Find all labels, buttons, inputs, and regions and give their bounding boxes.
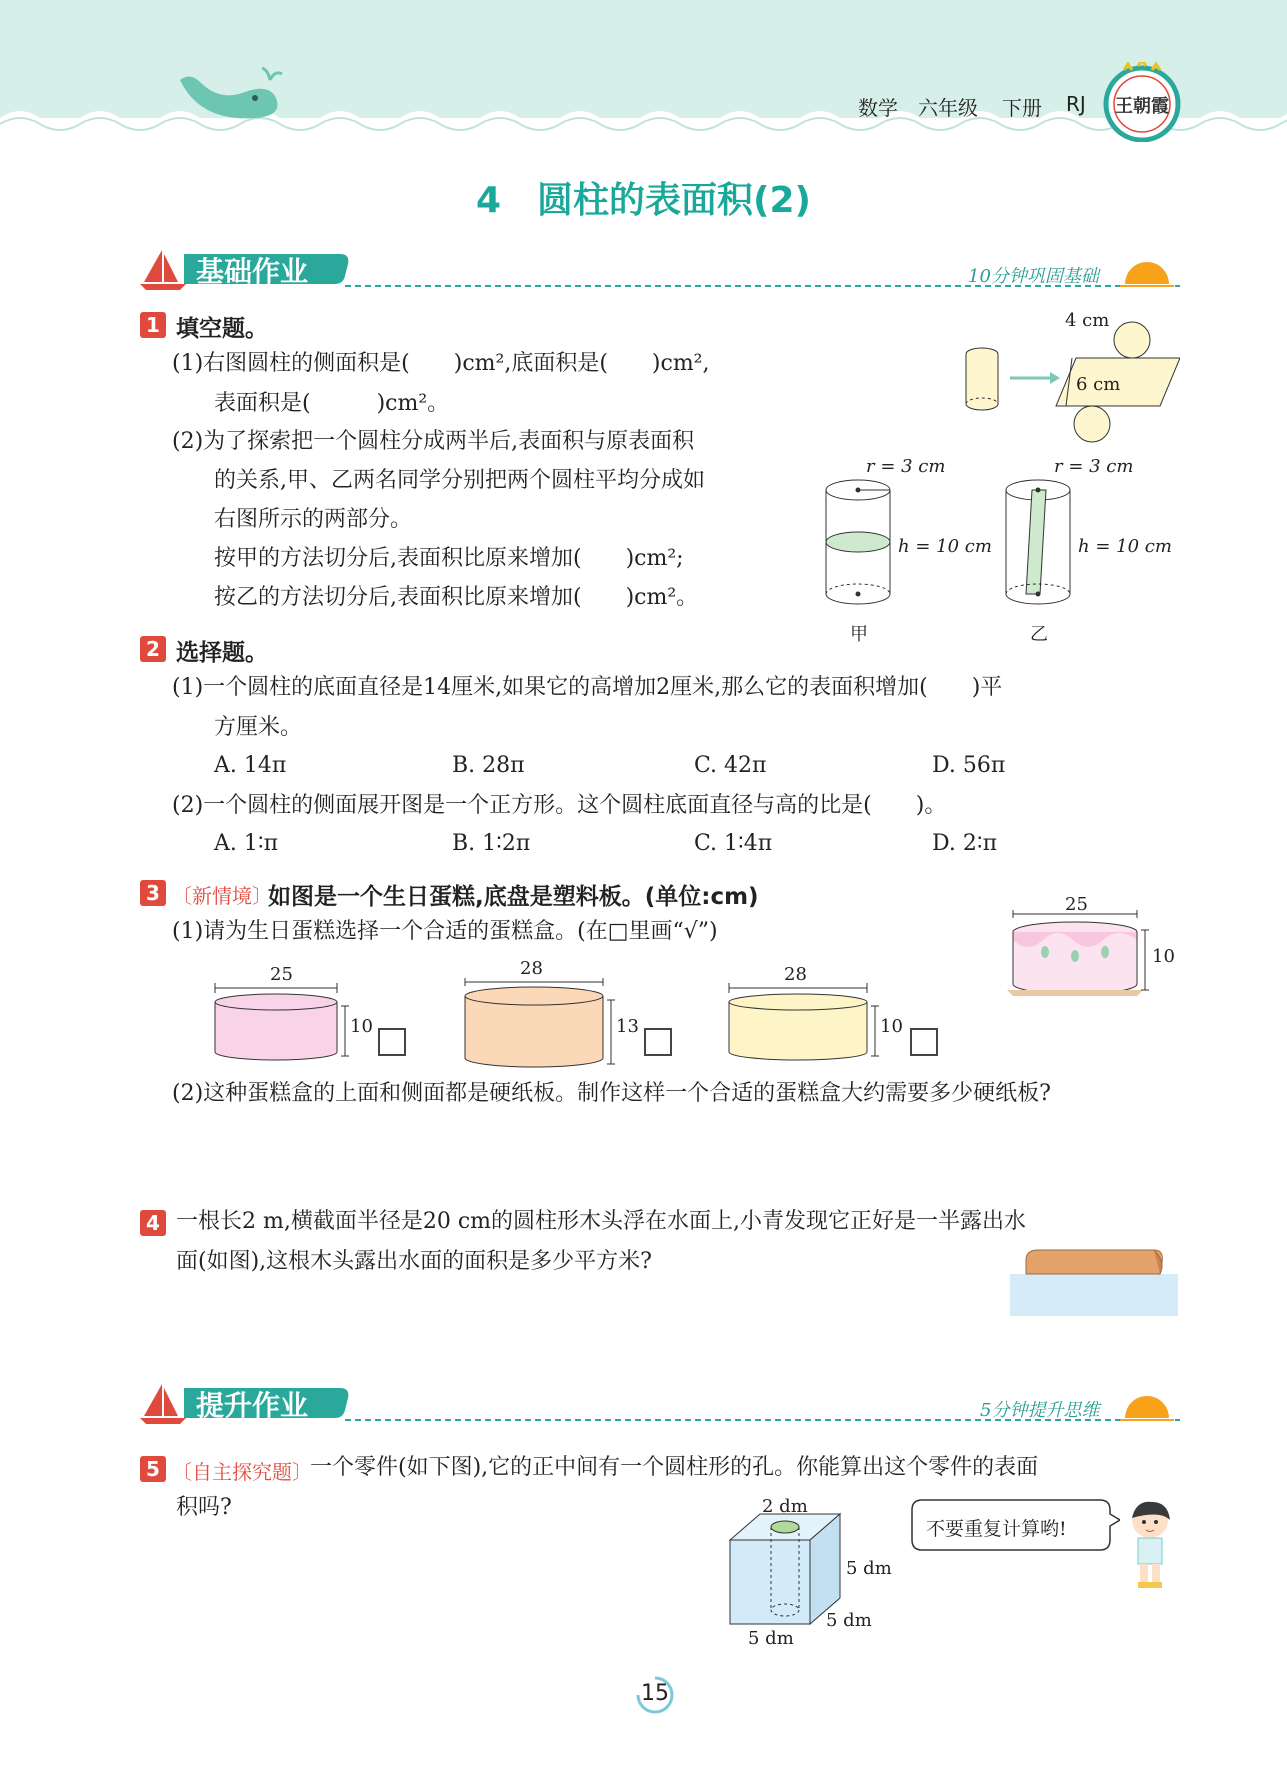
question-3-heading: 如图是一个生日蛋糕,底盘是塑料板。(单位:cm): [268, 884, 759, 910]
sailboat-icon: [140, 250, 186, 290]
box-2-top: [465, 987, 603, 1005]
question-number-5: 5: [140, 1456, 166, 1482]
q2-1-option-b[interactable]: B. 28π: [452, 753, 525, 778]
hole-diameter-label: 2 dm: [762, 1496, 808, 1517]
cake-diameter: 25: [1065, 894, 1088, 915]
fig1-radius-label: 4 cm: [1065, 310, 1110, 331]
q3-tag: 〔新情境〕: [172, 884, 272, 908]
box-2-checkbox[interactable]: [644, 1028, 672, 1056]
page-title: 4 圆柱的表面积(2): [475, 180, 811, 221]
section-title-advanced: 提升作业: [196, 1389, 309, 1422]
question-1-heading: 填空题。: [176, 316, 268, 342]
box-1-checkbox[interactable]: [378, 1028, 406, 1056]
q1-line-5: 右图所示的两部分。: [214, 507, 413, 532]
q3-line-2: (2)这种蛋糕盒的上面和侧面都是硬纸板。制作这样一个合适的蛋糕盒大约需要多少硬纸板?: [172, 1081, 1051, 1106]
section-subtitle-advanced: 5分钟提升思维: [980, 1400, 1100, 1421]
cake-boxes-figure: [205, 978, 955, 1078]
fig2-jia-height: h = 10 cm: [898, 536, 992, 557]
question-number-2: 2: [140, 636, 166, 662]
header-grade: 六年级: [918, 96, 978, 120]
sunset-icon: [1120, 262, 1174, 286]
q2-1-option-a[interactable]: A. 14π: [214, 753, 287, 778]
header-edition: RJ: [1066, 92, 1086, 116]
box-2: [465, 978, 615, 1067]
fig2-yi-radius: r = 3 cm: [1054, 456, 1134, 477]
box-3: [729, 983, 879, 1060]
fig2-yi-label: 乙: [1030, 624, 1048, 645]
q1-line-6: 按甲的方法切分后,表面积比原来增加( )cm²;: [214, 546, 684, 571]
q1-line-2: 表面积是( )cm²。: [214, 391, 450, 416]
q5-line-2: 积吗?: [176, 1495, 232, 1520]
q2-1-option-c[interactable]: C. 42π: [694, 753, 767, 778]
bubble-text: 不要重复计算哟!: [926, 1518, 1067, 1540]
box-1-bottom: [215, 1052, 337, 1060]
q4-line-1: 一根长2 m,横截面半径是20 cm的圆柱形木头浮在水面上,小青发现它正好是一半露出水: [176, 1209, 1027, 1234]
q1-line-7: 按乙的方法切分后,表面积比原来增加( )cm²。: [214, 585, 699, 610]
q2-line-1: (1)一个圆柱的底面直径是14厘米,如果它的高增加2厘米,那么它的表面积增加( )平: [172, 675, 1003, 700]
logo-text: 王朝霞: [1115, 96, 1169, 117]
box-1: [215, 983, 349, 1060]
q5-line-1: 一个零件(如下图),它的正中间有一个圆柱形的孔。你能算出这个零件的表面: [310, 1455, 1039, 1480]
box-3-diameter: 28: [784, 964, 807, 985]
box-1-top: [215, 994, 337, 1010]
q1-line-1: (1)右图圆柱的侧面积是( )cm²,底面积是( )cm²,: [172, 351, 710, 376]
q2-1-option-d[interactable]: D. 56π: [932, 753, 1006, 778]
question-number-3: 3: [140, 880, 166, 906]
section-subtitle-basic: 10分钟巩固基础: [968, 266, 1099, 287]
sunset-icon: [1120, 1396, 1174, 1420]
box-2-height: 13: [616, 1016, 639, 1037]
fig2-jia-radius: r = 3 cm: [866, 456, 946, 477]
q2-2-option-b[interactable]: B. 1∶2π: [452, 831, 531, 856]
fig1-height-label: 6 cm: [1076, 374, 1121, 395]
q1-line-4: 的关系,甲、乙两名同学分别把两个圆柱平均分成如: [214, 468, 705, 493]
box-2-bottom: [465, 1058, 603, 1067]
q5-tag: 〔自主探究题〕: [172, 1460, 312, 1484]
q2-line-2: 方厘米。: [214, 715, 303, 740]
box-1-diameter: 25: [270, 964, 293, 985]
box-3-bottom: [729, 1052, 867, 1060]
q2-line-3: (2)一个圆柱的侧面展开图是一个正方形。这个圆柱底面直径与高的比是( )。: [172, 793, 947, 818]
question-2-heading: 选择题。: [176, 640, 268, 666]
page-number: 15: [641, 1681, 669, 1706]
box-2-diameter: 28: [520, 958, 543, 979]
box-3-checkbox[interactable]: [910, 1028, 938, 1056]
sailboat-icon: [140, 1384, 186, 1424]
q2-2-option-a[interactable]: A. 1∶π: [214, 831, 279, 856]
cube-width-label: 5 dm: [748, 1628, 794, 1649]
cake-height: 10: [1152, 946, 1175, 967]
question-number-4: 4: [140, 1210, 166, 1236]
question-number-1: 1: [140, 312, 166, 338]
section-title-basic: 基础作业: [196, 255, 309, 288]
fig2-yi-height: h = 10 cm: [1078, 536, 1172, 557]
q2-2-option-d[interactable]: D. 2∶π: [932, 831, 998, 856]
fig2-jia-label: 甲: [850, 624, 868, 645]
q2-2-option-c[interactable]: C. 1∶4π: [694, 831, 773, 856]
q4-line-2: 面(如图),这根木头露出水面的面积是多少平方米?: [176, 1249, 652, 1274]
cube-depth-label: 5 dm: [826, 1610, 872, 1631]
floating-log-figure: [1010, 1240, 1178, 1316]
header-subject: 数学: [858, 96, 898, 120]
header-banner: [0, 0, 1287, 150]
birthday-cake-figure: [1005, 900, 1165, 1010]
brand-logo: [1102, 62, 1182, 142]
box-3-height: 10: [880, 1016, 903, 1037]
q1-line-3: (2)为了探索把一个圆柱分成两半后,表面积与原表面积: [172, 429, 695, 454]
cube-height-label: 5 dm: [846, 1558, 892, 1579]
q3-line-1: (1)请为生日蛋糕选择一个合适的蛋糕盒。(在□里画“√”): [172, 919, 718, 944]
box-1-height: 10: [350, 1016, 373, 1037]
box-3-top: [729, 994, 867, 1010]
girl-character-icon: [1120, 1498, 1180, 1590]
header-volume: 下册: [1002, 96, 1042, 120]
